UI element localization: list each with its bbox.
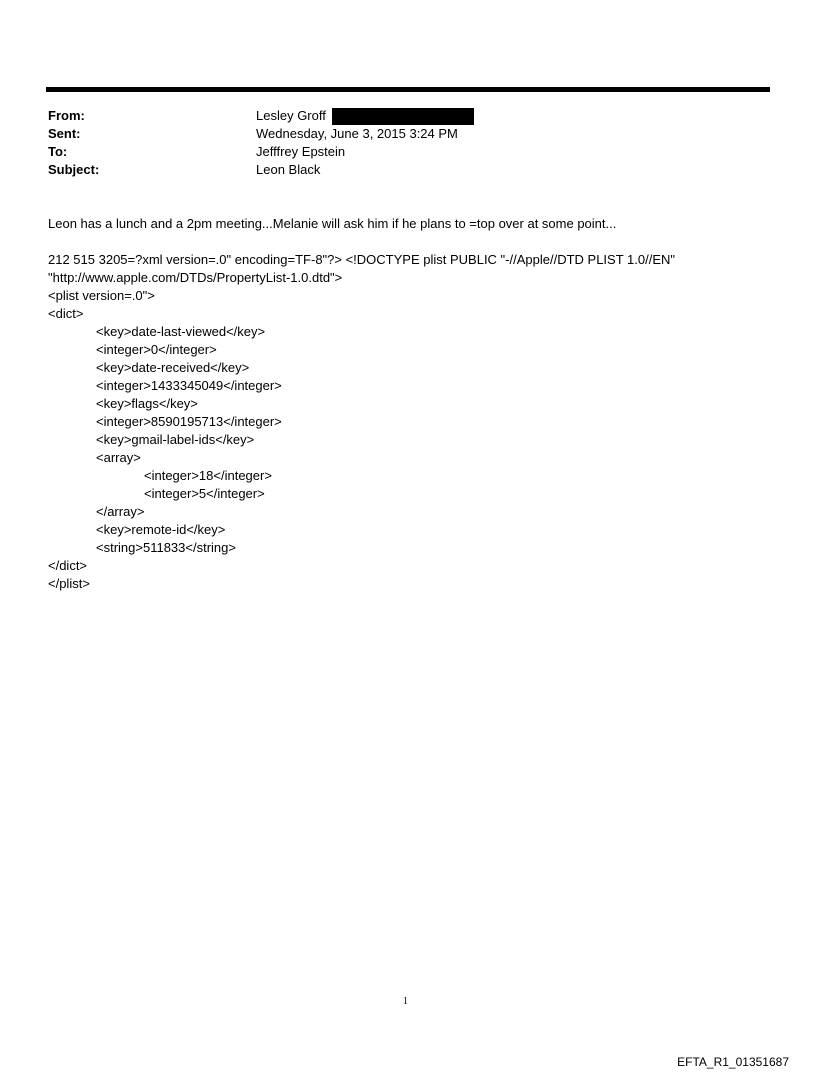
to-label: To: [48,144,68,159]
plist-line: "http://www.apple.com/DTDs/PropertyList-1.0.dtd"> [48,270,343,285]
plist-line: </plist> [48,576,90,591]
plist-line: <key>remote-id</key> [96,522,226,537]
document-id: EFTA_R1_01351687 [677,1055,789,1069]
plist-line: <string>511833</string> [96,540,236,555]
sent-value: Wednesday, June 3, 2015 3:24 PM [256,126,458,141]
sent-row [48,125,728,143]
page-number: 1 [403,996,408,1007]
plist-line: <integer>8590195713</integer> [96,414,282,429]
redaction-block [332,108,474,125]
plist-line: <integer>5</integer> [144,486,265,501]
subject-row [48,161,728,179]
plist-line: <key>flags</key> [96,396,198,411]
to-value: Jefffrey Epstein [256,144,346,159]
subject-value: Leon Black [256,162,321,177]
plist-line: <key>gmail-label-ids</key> [96,432,255,447]
plist-line: <key>date-received</key> [96,360,250,375]
to-row [48,143,728,161]
plist-line: <array> [96,450,141,465]
plist-line: </dict> [48,558,88,573]
email-body [48,215,768,593]
plist-line: <integer>18</integer> [144,468,272,483]
email-header [48,107,728,179]
plist-line: <plist version=.0"> [48,288,155,303]
header-divider [46,87,770,92]
subject-label: Subject: [48,162,100,177]
plist-line: 212 515 3205=?xml version=.0" encoding=TF-8"?> <!DOCTYPE plist PUBLIC "-//Apple//DTD PLIST 1.0//EN" [48,252,675,267]
plist-line: </array> [96,504,145,519]
plist-line: <key>date-last-viewed</key> [96,324,266,339]
plist-line: <integer>1433345049</integer> [96,378,282,393]
from-value: Lesley Groff [256,108,326,123]
from-label: From: [48,108,85,123]
from-row [48,107,728,125]
plist-line: <dict> [48,306,84,321]
message-text: Leon has a lunch and a 2pm meeting...Melanie will ask him if he plans to =top over at some point... [48,216,617,231]
sent-label: Sent: [48,126,81,141]
plist-line: <integer>0</integer> [96,342,217,357]
